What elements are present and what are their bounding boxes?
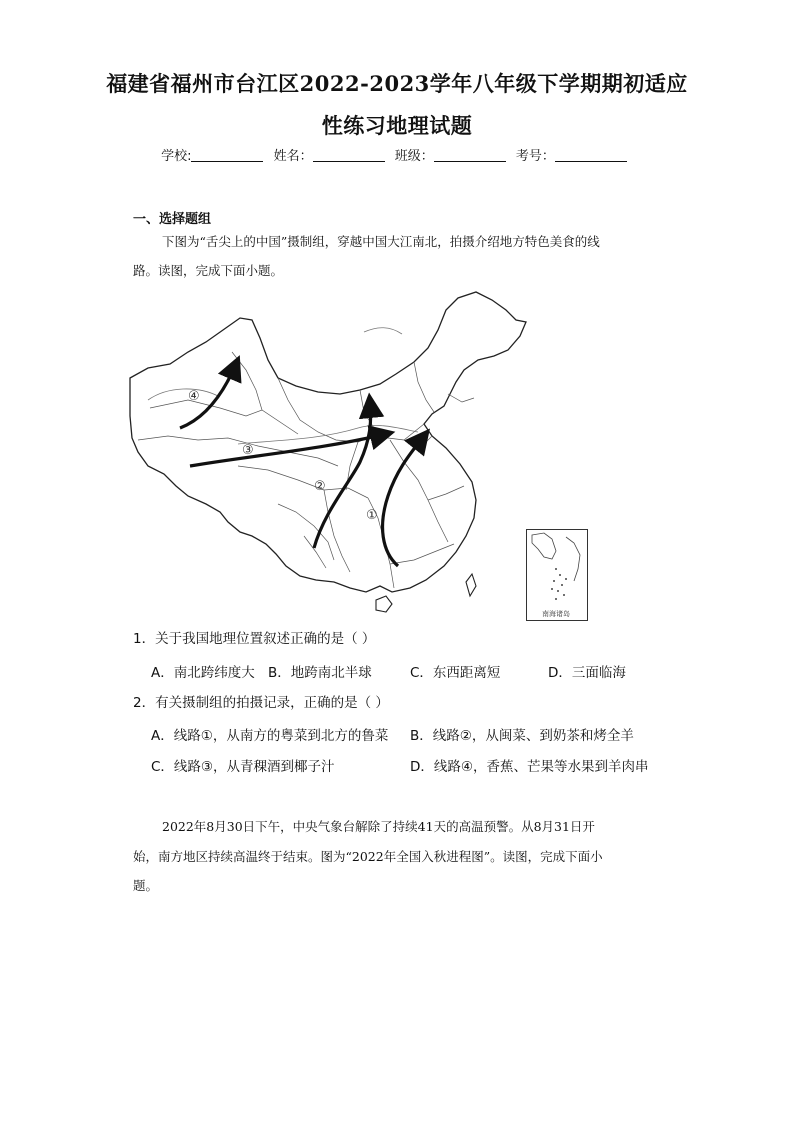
name-label: 姓名： — [273, 149, 313, 164]
intro2-line-2: 始，南方地区持续高温终于结束。图为“2022年全国入秋进程图”。读图，完成下面小 — [133, 849, 603, 864]
route-1-arrow — [383, 436, 424, 566]
number-label: 考号： — [515, 149, 555, 164]
hainan-island — [376, 596, 392, 612]
question-1-stem: 1．关于我国地理位置叙述正确的是（ ） — [133, 631, 376, 647]
south-china-sea-inset — [526, 529, 588, 621]
title-line-1: 福建省福州市台江区2022-2023学年八年级下学期期初适应 — [106, 71, 688, 96]
number-blank[interactable] — [555, 148, 627, 162]
question-2-option-b[interactable]: B．线路②，从闽菜、到奶茶和烤全羊 — [410, 728, 634, 744]
inset-label: 南海诸岛 — [542, 610, 570, 618]
title-line-2: 性练习地理试题 — [321, 113, 473, 138]
name-blank[interactable] — [313, 148, 385, 162]
route-label-1: ① — [366, 508, 378, 523]
intro1-line-2: 路。读图，完成下面小题。 — [133, 263, 284, 278]
student-info-line — [0, 145, 794, 164]
school-blank[interactable] — [191, 148, 263, 162]
question-1-option-c[interactable]: C．东西距离短 — [410, 665, 501, 681]
question-1-option-b[interactable]: B．地跨南北半球 — [268, 665, 372, 681]
route-label-3: ③ — [242, 443, 254, 458]
question-1-option-d[interactable]: D．三面临海 — [548, 665, 626, 681]
route-label-2: ② — [314, 479, 326, 494]
taiwan-island — [466, 574, 476, 596]
question-1-option-a[interactable]: A．南北跨纬度大 — [151, 665, 255, 681]
intro1-line-1: 下图为“舌尖上的中国”摄制组，穿越中国大江南北，拍摄介绍地方特色美食的线 — [162, 234, 600, 249]
question-2-option-d[interactable]: D．线路④，香蕉、芒果等水果到羊肉串 — [410, 759, 649, 775]
china-outline — [130, 292, 526, 592]
route-label-4: ④ — [188, 389, 200, 404]
question-2-option-a[interactable]: A．线路①，从南方的粤菜到北方的鲁菜 — [151, 728, 389, 744]
section-heading: 一、选择题组 — [133, 212, 212, 227]
intro2-line-3: 题。 — [133, 878, 159, 893]
school-label: 学校: — [161, 149, 192, 164]
question-2-stem: 2．有关摄制组的拍摄记录，正确的是（ ） — [133, 695, 389, 711]
route-2-arrow — [314, 402, 371, 548]
class-label: 班级： — [394, 149, 434, 164]
question-2-option-c[interactable]: C．线路③，从青稞酒到椰子汁 — [151, 759, 335, 775]
class-blank[interactable] — [434, 148, 506, 162]
intro2-line-1: 2022年8月30日下午，中央气象台解除了持续41天的高温预警。从8月31日开 — [162, 819, 595, 834]
